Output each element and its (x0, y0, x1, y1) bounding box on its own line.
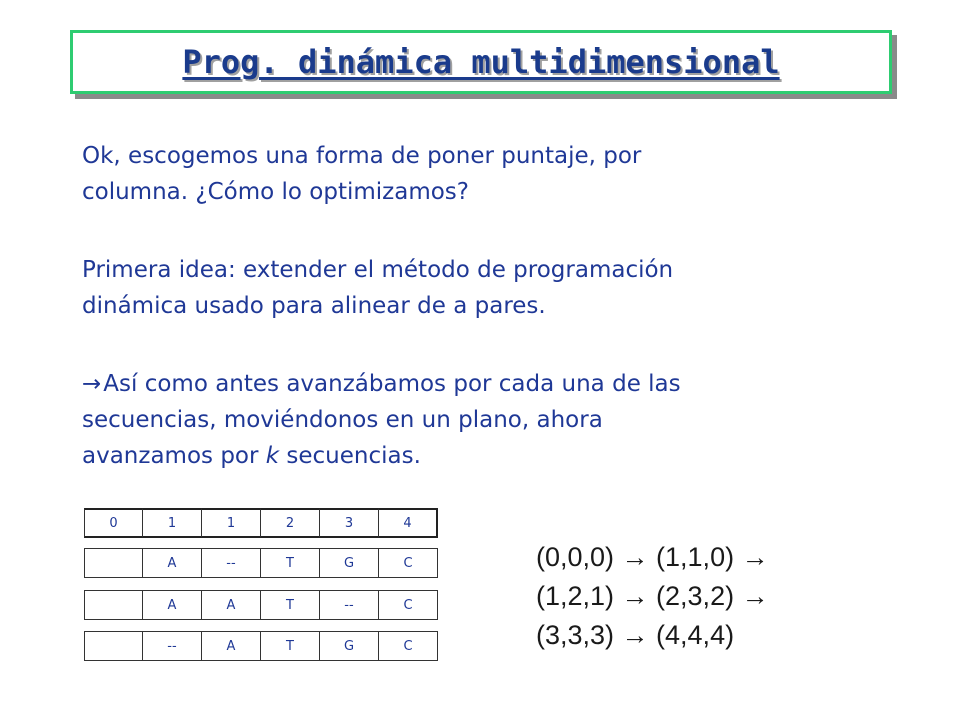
table-row (84, 631, 438, 661)
right-arrow-icon: → (82, 371, 102, 397)
slide-title: Prog. dinámica multidimensional (182, 43, 780, 81)
table-cell: A (202, 631, 261, 661)
table-header-row (84, 508, 438, 538)
table-header-cell: 3 (320, 508, 379, 538)
paragraph-3-line-1: Así como antes avanzábamos por cada una de las (103, 371, 681, 397)
table-row (84, 590, 438, 620)
table-cell: -- (320, 590, 379, 620)
table-cell: A (202, 590, 261, 620)
table-cell: T (261, 548, 320, 578)
table-header-cell: 1 (202, 508, 261, 538)
path-sequence (536, 538, 936, 655)
table-header-cell: 2 (261, 508, 320, 538)
table-cell: -- (202, 548, 261, 578)
paragraph-2-line-1: Primera idea: extender el método de programación (82, 257, 674, 283)
paragraph-1-line-2: columna. ¿Cómo lo optimizamos? (82, 179, 469, 205)
paragraph-3 (82, 366, 862, 474)
table-cell: C (379, 590, 438, 620)
table-cell: G (320, 548, 379, 578)
paragraph-3-line-2: secuencias, moviéndonos en un plano, ahora (82, 407, 603, 433)
variable-k: k (265, 443, 280, 469)
table-cell: G (320, 631, 379, 661)
paragraph-3-line-3a: avanzamos por (82, 443, 266, 469)
table-cell: -- (143, 631, 202, 661)
paragraph-2 (82, 252, 862, 324)
table-cell: C (379, 548, 438, 578)
table-row (84, 548, 438, 578)
paragraph-1 (82, 138, 862, 210)
table-cell (84, 631, 143, 661)
table-cell: T (261, 631, 320, 661)
table-cell: A (143, 548, 202, 578)
paragraph-3-line-3b: secuencias. (279, 443, 421, 469)
paragraph-1-line-1: Ok, escogemos una forma de poner puntaje, por (82, 143, 642, 169)
table-header-cell: 1 (143, 508, 202, 538)
table-cell (84, 548, 143, 578)
table-header-cell: 0 (84, 508, 143, 538)
table-cell (84, 590, 143, 620)
paragraph-2-line-2: dinámica usado para alinear de a pares. (82, 293, 546, 319)
title-banner (70, 30, 892, 94)
path-line-2: (1,2,1) → (2,3,2) → (536, 581, 769, 611)
table-cell: A (143, 590, 202, 620)
path-line-1: (0,0,0) → (1,1,0) → (536, 542, 769, 572)
table-header-cell: 4 (379, 508, 438, 538)
path-line-3: (3,3,3) → (4,4,4) (536, 620, 735, 650)
table-cell: C (379, 631, 438, 661)
table-cell: T (261, 590, 320, 620)
